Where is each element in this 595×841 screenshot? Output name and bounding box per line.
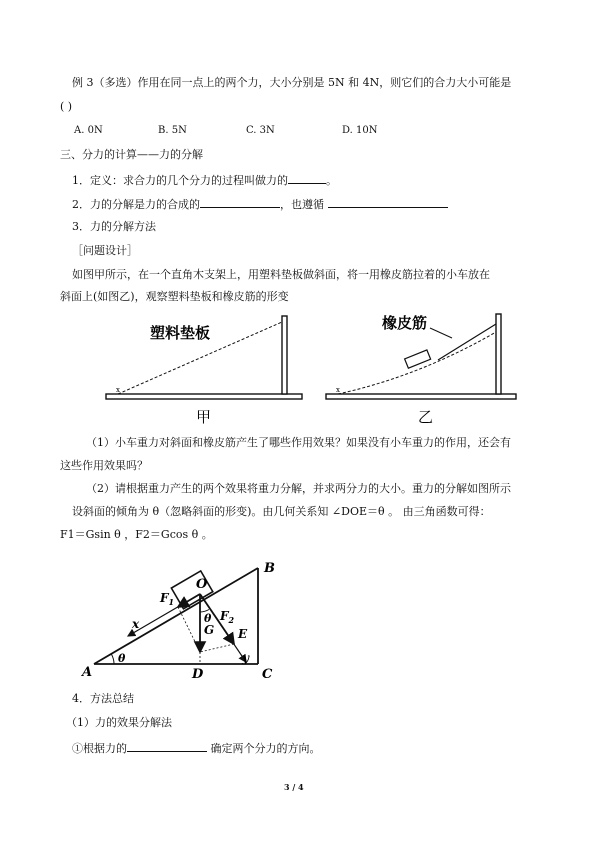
inverse-operation-line xyxy=(72,196,448,212)
definition-prefix: 1．定义：求合力的几个分力的过程叫做力的 xyxy=(72,174,288,187)
summary-item-1-blank xyxy=(127,740,207,752)
label-x: x xyxy=(132,617,140,631)
label-f2: $F_2$ xyxy=(220,609,235,625)
label-o: O xyxy=(196,577,208,592)
right-base-board xyxy=(326,394,516,399)
incline-experiment-figure xyxy=(100,310,520,428)
experiment-text-line-2: 斜面上(如图乙)，观察塑料垫板和橡皮筋的形变 xyxy=(60,290,289,303)
inverse-blank-1 xyxy=(200,196,280,208)
plastic-board-label: 塑料垫板 xyxy=(150,324,211,342)
inverse-blank-2 xyxy=(328,196,448,208)
answer-bracket: ( ) xyxy=(60,100,73,113)
method-heading: 3．力的分解方法 xyxy=(72,220,156,233)
force-decomposition-figure xyxy=(80,558,300,684)
label-b: B xyxy=(264,561,275,576)
left-upright-post xyxy=(282,316,287,394)
definition-blank xyxy=(288,172,326,184)
option-d: D. 10N xyxy=(342,125,378,136)
left-small-mark: x xyxy=(116,386,120,394)
question-2-line-1: （2）请根据重力产生的两个效果将重力分解，并求两分力的大小。重力的分解如图所示 xyxy=(86,482,511,495)
label-theta-a: θ xyxy=(118,652,126,665)
definition-line xyxy=(72,172,337,188)
caption-yi: 乙 xyxy=(418,408,434,426)
label-a: A xyxy=(82,665,93,680)
rubber-band-pointer xyxy=(430,328,452,338)
rubber-band-label: 橡皮筋 xyxy=(382,314,428,332)
figure-jia xyxy=(106,316,302,426)
label-c: C xyxy=(262,667,273,682)
summary-heading: 4．方法总结 xyxy=(72,692,134,705)
option-a: A. 0N xyxy=(74,125,103,136)
problem-design-label: ［问题设计］ xyxy=(72,244,138,257)
figure-yi xyxy=(326,314,516,426)
question-2-line-2: 设斜面的倾角为 θ（忽略斜面的形变)。由几何关系知 ∠DOE＝θ 。 由三角函数可得： xyxy=(72,505,491,518)
left-base-board xyxy=(106,394,302,399)
angle-arc-a xyxy=(111,654,114,664)
summary-item-1-prefix: ①根据力的 xyxy=(72,742,127,755)
label-theta-o: θ xyxy=(204,612,212,625)
question-1-line-1: （1）小车重力对斜面和橡皮筋产生了哪些作用效果？如果没有小车重力的作用，还会有 xyxy=(86,436,511,449)
inverse-mid: ，也遵循 xyxy=(280,198,324,211)
label-f1: $F_1$ xyxy=(160,591,175,607)
summary-sub-1: （1）力的效果分解法 xyxy=(66,716,172,729)
page-number: 3 / 4 xyxy=(284,782,304,792)
label-e: E xyxy=(238,627,248,641)
option-c: C. 3N xyxy=(246,125,275,136)
example-3-question: 例 3（多选）作用在同一点上的两个力，大小分别是 5N 和 4N，则它们的合力大小可能是 xyxy=(72,76,512,89)
rubber-band-line xyxy=(438,324,496,360)
cart-block xyxy=(405,350,431,368)
right-upright-post xyxy=(496,314,501,394)
question-1-line-2: 这些作用效果吗？ xyxy=(60,459,148,472)
label-y: y xyxy=(242,651,249,665)
right-small-mark: x xyxy=(336,386,340,394)
inverse-prefix: 2．力的分解是力的合成的 xyxy=(72,198,200,211)
definition-suffix: 。 xyxy=(326,174,337,187)
option-b: B. 5N xyxy=(158,125,187,136)
label-g: G xyxy=(204,623,215,637)
question-2-line-3: F1＝Gsin θ ，F2＝Gcos θ 。 xyxy=(60,528,213,541)
section-heading: 三、分力的计算——力的分解 xyxy=(60,148,203,161)
label-d: D xyxy=(192,667,204,682)
caption-jia: 甲 xyxy=(196,408,212,426)
summary-item-1 xyxy=(72,740,321,756)
experiment-text-line-1: 如图甲所示，在一个直角木支架上，用塑料垫板做斜面，将一用橡皮筋拉着的小车放在 xyxy=(72,268,490,281)
dashed-parallelogram-side-2 xyxy=(200,644,234,652)
summary-item-1-suffix: 确定两个分力的方向。 xyxy=(210,742,321,755)
